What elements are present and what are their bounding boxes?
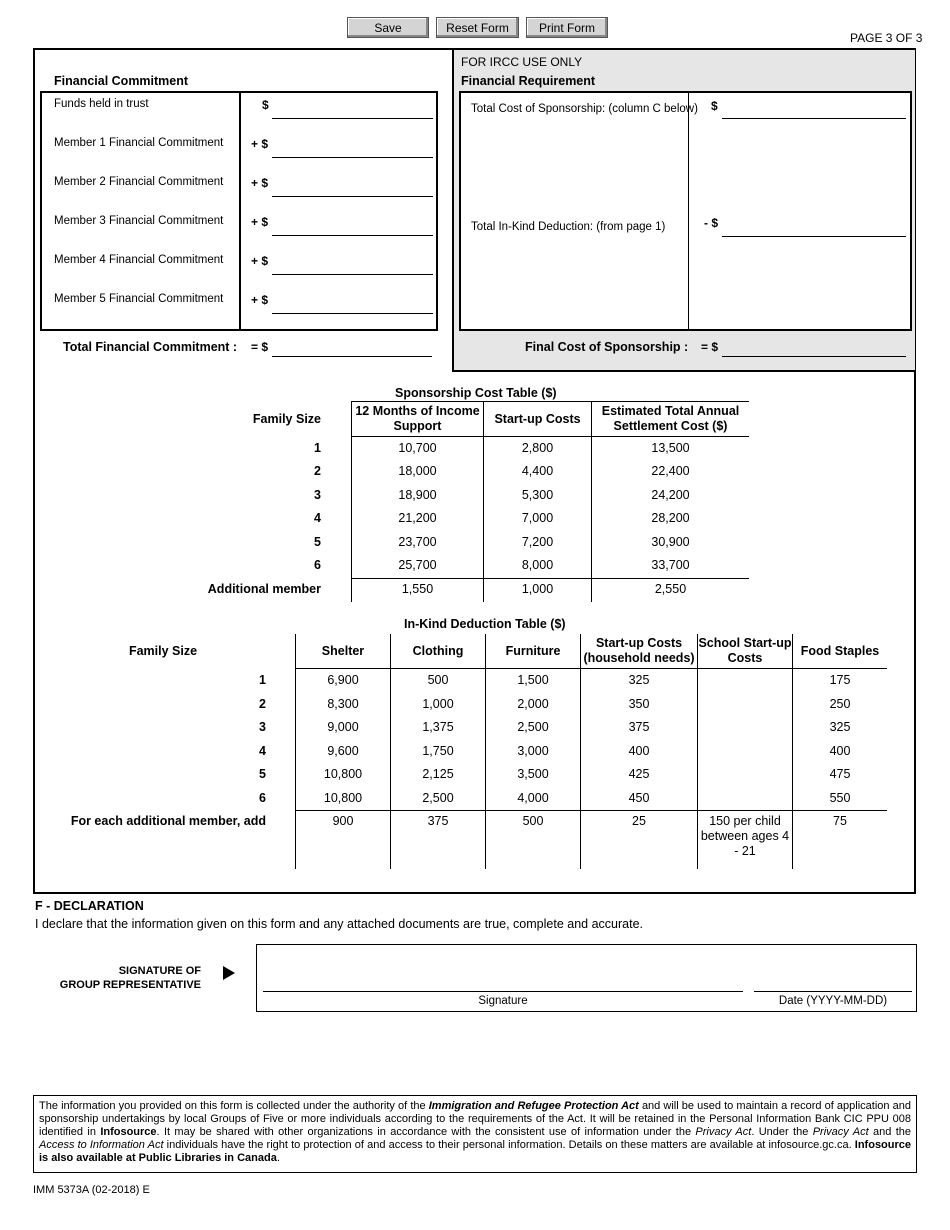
signature-of-label	[40, 964, 201, 992]
inkind-cell: 1,375	[422, 720, 454, 734]
inkind-cell: 75	[833, 814, 847, 828]
inkind-deduction-input[interactable]	[722, 219, 906, 237]
form-id: IMM 5373A (02-2018) E	[33, 1184, 150, 1196]
privacy-text-4: . Under the	[751, 1126, 813, 1138]
privacy-end: .	[276, 1152, 280, 1164]
inkind-cell: 450	[628, 791, 650, 805]
inkind-cell: 350	[628, 697, 650, 711]
privacy-text-3: . It may be shared with other organizations in accordance with the consistent use of information under the	[156, 1126, 696, 1138]
inkind-cell: 2	[259, 697, 266, 711]
sponsorship-cell: 22,400	[651, 464, 690, 478]
sponsorship-cell: 7,000	[521, 511, 554, 525]
inkind-header-cell: Shelter	[321, 643, 365, 658]
inkind-cell: 6	[259, 791, 266, 805]
arrow-right-icon	[223, 966, 235, 980]
declaration-text: I declare that the information given on this form and any attached documents are true, complete and accurate.	[35, 917, 643, 931]
inkind-cell: 400	[628, 744, 650, 758]
inkind-deduction-label: Total In-Kind Deduction: (from page 1)	[471, 221, 666, 233]
commitment-row-input[interactable]	[272, 140, 433, 158]
sponsorship-cell: 21,200	[398, 511, 437, 525]
inkind-header-cell: Furniture	[505, 643, 561, 658]
inkind-cell: 400	[829, 744, 851, 758]
financial-requirement-box	[459, 91, 912, 331]
sponsorship-cell: 7,200	[521, 535, 554, 549]
financial-requirement-title: Financial Requirement	[461, 74, 596, 88]
sponsorship-top-line	[351, 401, 749, 402]
declaration-title: F - DECLARATION	[35, 899, 144, 913]
sponsorship-cell: 4	[314, 511, 321, 525]
sponsorship-cell: 2,550	[654, 582, 687, 596]
commitment-row-prefix: + $	[251, 254, 269, 268]
sponsorship-cell: 33,700	[651, 558, 690, 572]
inkind-cell: 4,000	[517, 791, 549, 805]
inkind-header-cell: Start-up Costs (household needs)	[583, 636, 695, 665]
sponsorship-cell: 1,550	[401, 582, 434, 596]
privacy-act-1: Privacy Act	[695, 1126, 752, 1138]
inkind-cell: 1,500	[517, 673, 549, 687]
commitment-row-label: Member 2 Financial Commitment	[54, 176, 224, 188]
sponsorship-cell: 10,700	[398, 441, 437, 455]
inkind-col-line	[295, 634, 296, 869]
inkind-header-cell: Clothing	[412, 643, 464, 658]
inkind-cell: 9,600	[327, 744, 359, 758]
inkind-cell: 250	[829, 697, 851, 711]
sponsorship-col-line	[591, 401, 592, 602]
print-form-button[interactable]: Print Form	[526, 17, 608, 38]
inkind-col-line	[580, 634, 581, 869]
inkind-cell: 500	[522, 814, 544, 828]
sponsorship-cell: 18,000	[398, 464, 437, 478]
privacy-act-irpa: Immigration and Refugee Protection Act	[428, 1100, 639, 1112]
date-field[interactable]	[754, 974, 912, 992]
privacy-act-2: Privacy Act	[812, 1126, 869, 1138]
commitment-row-label: Member 3 Financial Commitment	[54, 215, 224, 227]
final-cost-label: Final Cost of Sponsorship :	[525, 340, 689, 354]
inkind-cell: 325	[829, 720, 851, 734]
inkind-col-line	[792, 634, 793, 869]
sponsorship-header-cell: 12 Months of Income Support	[355, 404, 480, 433]
sponsorship-col-line	[351, 401, 352, 602]
inkind-cell: 550	[829, 791, 851, 805]
inkind-header-cell: School Start-up Costs	[698, 636, 792, 665]
sponsorship-table-title: Sponsorship Cost Table ($)	[395, 386, 557, 400]
inkind-cell: 500	[427, 673, 449, 687]
total-commitment-input[interactable]	[272, 339, 432, 357]
inkind-cell: 375	[628, 720, 650, 734]
commitment-row-input[interactable]	[272, 101, 433, 119]
commitment-row-input[interactable]	[272, 179, 433, 197]
sponsorship-cell: 1	[314, 441, 321, 455]
inkind-cell: 2,500	[517, 720, 549, 734]
inkind-col-line	[390, 634, 391, 869]
sponsorship-cell: 4,400	[521, 464, 554, 478]
privacy-closing: Infosource is also available at Public Libraries in Canada	[39, 1139, 912, 1164]
inkind-col-line	[485, 634, 486, 869]
sponsorship-cell: 30,900	[651, 535, 690, 549]
date-caption: Date (YYYY-MM-DD)	[778, 995, 888, 1007]
inkind-cell: 9,000	[327, 720, 359, 734]
sponsorship-header-cell: Start-up Costs	[494, 411, 581, 426]
page-number: PAGE 3 OF 3	[850, 31, 923, 45]
final-cost-input[interactable]	[722, 339, 906, 357]
inkind-cell: 425	[628, 767, 650, 781]
sponsorship-cell: Additional member	[207, 582, 321, 596]
commitment-row-prefix: + $	[251, 176, 269, 190]
privacy-notice	[33, 1095, 917, 1173]
inkind-deduction-prefix: - $	[704, 216, 719, 230]
inkind-cell: 475	[829, 767, 851, 781]
inkind-cell: 375	[427, 814, 449, 828]
sponsorship-cell: 5,300	[521, 488, 554, 502]
sponsorship-header-cell: Estimated Total Annual Settlement Cost ($)	[601, 404, 740, 433]
inkind-cell: 8,300	[327, 697, 359, 711]
inkind-additional-line	[295, 810, 887, 811]
sponsorship-cell: 3	[314, 488, 321, 502]
inkind-header-cell: Family Size	[128, 644, 198, 658]
inkind-cell: 10,800	[323, 791, 363, 805]
final-cost-prefix: = $	[701, 340, 719, 354]
commitment-row-label: Funds held in trust	[54, 98, 149, 110]
privacy-text-2: and will be used to maintain a record of application and sponsorship undertakings by local Groups of Five or more individuals according to the requirements of the Act. It will be retained in the Personal Information Bank CIC PPU 008 identified in	[39, 1100, 911, 1138]
access-act: Access to Information Act	[39, 1139, 164, 1151]
signature-caption: Signature	[478, 995, 528, 1007]
sponsorship-cell: 18,900	[398, 488, 437, 502]
commitment-row-label: Member 4 Financial Commitment	[54, 254, 224, 266]
sponsorship-cell: 6	[314, 558, 321, 572]
total-cost-prefix: $	[711, 99, 718, 113]
sponsorship-cell: 13,500	[651, 441, 690, 455]
inkind-col-line	[697, 634, 698, 869]
commitment-row-label: Member 1 Financial Commitment	[54, 137, 224, 149]
privacy-text-5: and the	[868, 1126, 911, 1138]
total-cost-label: Total Cost of Sponsorship: (column C below)	[471, 103, 698, 115]
sponsorship-cell: 1,000	[521, 582, 554, 596]
sponsorship-cell: 23,700	[398, 535, 437, 549]
inkind-cell: 4	[259, 744, 266, 758]
inkind-cell: 1,750	[422, 744, 454, 758]
commitment-row-prefix: + $	[251, 215, 269, 229]
requirement-divider	[688, 91, 689, 331]
sponsorship-cell: 25,700	[398, 558, 437, 572]
privacy-text-1: The information you provided on this form is collected under the authority of the	[39, 1100, 429, 1112]
inkind-cell: 5	[259, 767, 266, 781]
sponsorship-cell: 2,800	[521, 441, 554, 455]
commitment-row-prefix: + $	[251, 293, 269, 307]
commitment-row-prefix: $	[262, 98, 269, 112]
ircc-use-only-label: FOR IRCC USE ONLY	[461, 55, 583, 69]
inkind-cell: 3,500	[517, 767, 549, 781]
save-button[interactable]: Save	[347, 17, 429, 38]
inkind-cell: 6,900	[327, 673, 359, 687]
inkind-cell: 175	[829, 673, 851, 687]
inkind-table-title: In-Kind Deduction Table ($)	[404, 617, 566, 631]
inkind-cell: 1,000	[422, 697, 454, 711]
inkind-cell: 2,000	[517, 697, 549, 711]
group-representative-line: GROUP REPRESENTATIVE	[59, 979, 201, 991]
commitment-row-input[interactable]	[272, 296, 433, 314]
sponsorship-header-line	[351, 436, 749, 437]
reset-form-button[interactable]: Reset Form	[436, 17, 519, 38]
sponsorship-cell: 8,000	[521, 558, 554, 572]
inkind-cell: 25	[632, 814, 646, 828]
commitment-row-label: Member 5 Financial Commitment	[54, 293, 224, 305]
privacy-text-6: individuals have the right to protection of and access to their personal information. Details on these matters are available at infosource.gc.ca.	[163, 1139, 855, 1151]
financial-commitment-title: Financial Commitment	[54, 74, 189, 88]
inkind-header-line	[295, 668, 887, 669]
sponsorship-header-cell: Family Size	[252, 412, 321, 426]
inkind-cell: 325	[628, 673, 650, 687]
privacy-infosource: Infosource	[100, 1126, 157, 1138]
sponsorship-additional-line	[351, 578, 749, 579]
commitment-row-input[interactable]	[272, 257, 433, 275]
commitment-row-prefix: + $	[251, 137, 269, 151]
sponsorship-cell: 5	[314, 535, 321, 549]
sponsorship-cell: 24,200	[651, 488, 690, 502]
signature-of-line: SIGNATURE OF	[118, 965, 201, 977]
inkind-header-cell: Food Staples	[800, 643, 880, 658]
commitment-row-input[interactable]	[272, 218, 433, 236]
inkind-cell: 3	[259, 720, 266, 734]
total-cost-input[interactable]	[722, 101, 906, 119]
commitment-divider	[239, 91, 241, 331]
inkind-cell: 2,125	[422, 767, 454, 781]
inkind-cell: 900	[332, 814, 354, 828]
sponsorship-cell: 28,200	[651, 511, 690, 525]
total-commitment-label: Total Financial Commitment :	[63, 340, 238, 354]
sponsorship-col-line	[483, 401, 484, 602]
inkind-cell: 2,500	[422, 791, 454, 805]
inkind-cell: For each additional member, add	[70, 814, 266, 828]
inkind-cell: 3,000	[517, 744, 549, 758]
inkind-cell: 10,800	[323, 767, 363, 781]
sponsorship-cell: 2	[314, 464, 321, 478]
total-commitment-prefix: = $	[251, 340, 269, 354]
signature-field[interactable]	[263, 974, 743, 992]
inkind-cell: 150 per child between ages 4 - 21	[700, 814, 790, 858]
inkind-cell: 1	[259, 673, 266, 687]
